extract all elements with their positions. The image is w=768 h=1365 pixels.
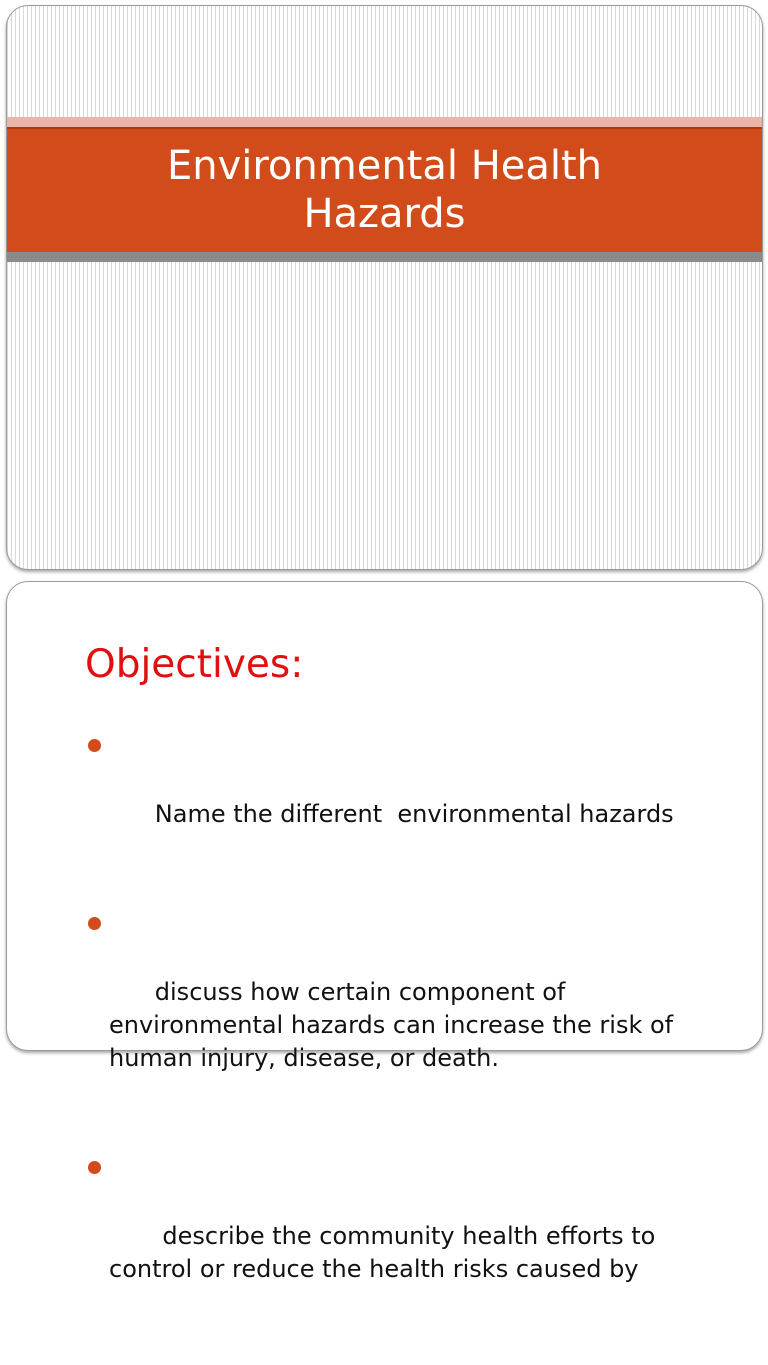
objective-text: discuss how certain component of environmental hazards can increase the risk of human injury, disease, or death. [109, 978, 681, 1072]
bullet-dot-icon [88, 1161, 101, 1174]
objective-item [85, 1154, 745, 1319]
slide-title-line-1: Environmental Health [166, 143, 603, 189]
bullet-dot-icon [88, 739, 101, 752]
title-band-top-stripe [7, 117, 762, 127]
bullet-dot-icon [88, 917, 101, 930]
objective-text: describe the community health efforts to control or reduce the health risks caused by [109, 1222, 663, 1283]
objective-item [85, 732, 745, 864]
objectives-list [85, 732, 745, 1365]
objectives-heading: Objectives: [85, 642, 304, 687]
objective-item [85, 910, 745, 1108]
slide-title [7, 142, 762, 238]
objective-text: Name the different environmental hazards [154, 800, 674, 828]
slide-title-line-2: Hazards [303, 191, 466, 237]
objectives-slide [6, 581, 763, 1283]
title-band-bottom-stripe [7, 252, 762, 262]
title-slide [6, 5, 763, 570]
